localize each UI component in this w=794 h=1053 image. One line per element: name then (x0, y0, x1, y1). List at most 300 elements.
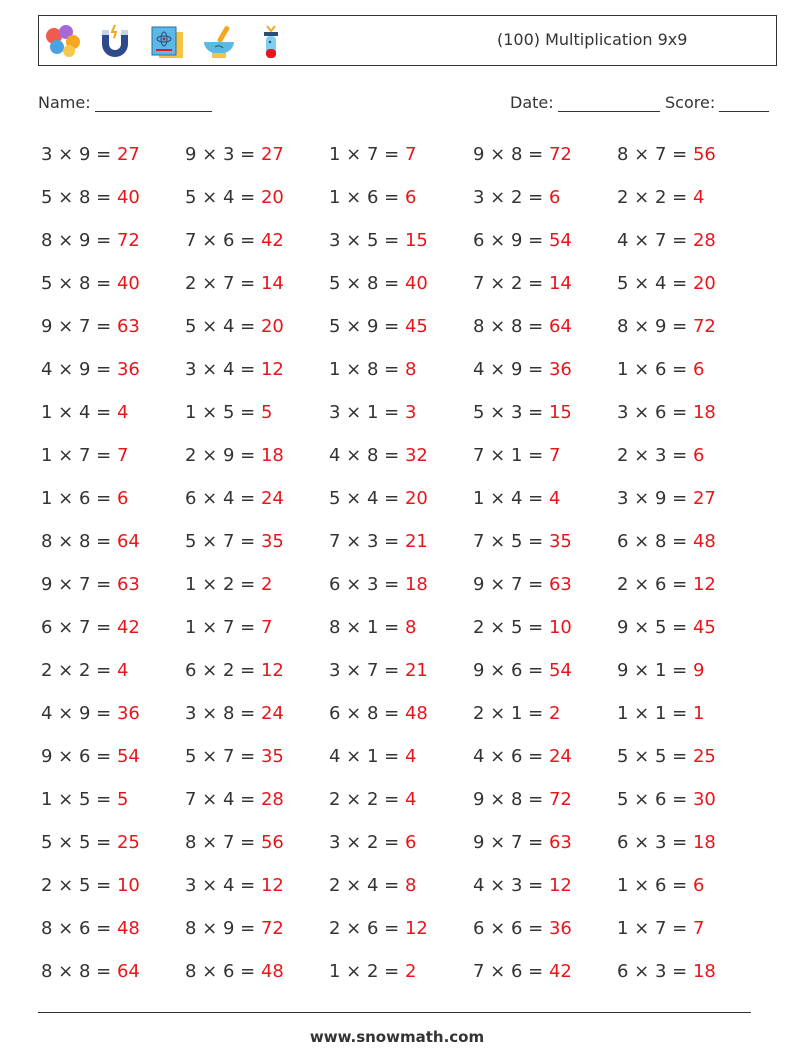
problem-cell (185, 269, 329, 312)
header-icons (43, 22, 291, 62)
problem-answer: 4 (404, 789, 417, 810)
problem-cell (617, 183, 761, 226)
problem-cell (329, 355, 473, 398)
problem-answer: 25 (692, 746, 716, 767)
problem-question: 7 × 6 = (185, 230, 261, 251)
problem-answer: 6 (692, 445, 705, 466)
problem-cell (617, 441, 761, 484)
problem-question: 2 × 5 = (41, 875, 117, 896)
problem-cell (329, 312, 473, 355)
problem-answer: 6 (692, 359, 705, 380)
problem-answer: 4 (692, 187, 705, 208)
date-field[interactable] (510, 93, 660, 112)
score-field[interactable] (665, 93, 769, 112)
problem-cell (329, 140, 473, 183)
problem-question: 4 × 9 = (41, 703, 117, 724)
problem-question: 2 × 2 = (41, 660, 117, 681)
problem-answer: 48 (260, 961, 284, 982)
problem-question: 8 × 6 = (185, 961, 261, 982)
problem-cell (473, 699, 617, 742)
problem-answer: 48 (692, 531, 716, 552)
problem-answer: 5 (116, 789, 129, 810)
problem-grid (41, 140, 781, 1000)
problem-question: 7 × 2 = (473, 273, 549, 294)
problem-cell (617, 570, 761, 613)
problem-question: 8 × 9 = (617, 316, 693, 337)
problem-answer: 4 (116, 660, 129, 681)
problem-question: 3 × 2 = (329, 832, 405, 853)
problem-answer: 24 (260, 703, 284, 724)
problem-question: 1 × 2 = (185, 574, 261, 595)
problem-cell (185, 183, 329, 226)
problem-answer: 54 (548, 660, 572, 681)
problem-question: 7 × 4 = (185, 789, 261, 810)
problem-answer: 6 (404, 832, 417, 853)
problem-answer: 12 (692, 574, 716, 595)
problem-question: 6 × 4 = (185, 488, 261, 509)
problem-question: 7 × 3 = (329, 531, 405, 552)
problem-question: 2 × 4 = (329, 875, 405, 896)
name-field[interactable] (38, 93, 212, 112)
problem-cell (473, 398, 617, 441)
problem-answer: 6 (692, 875, 705, 896)
problem-cell (41, 527, 185, 570)
problem-question: 3 × 9 = (617, 488, 693, 509)
problem-cell (329, 527, 473, 570)
problem-question: 4 × 6 = (473, 746, 549, 767)
problem-question: 3 × 4 = (185, 359, 261, 380)
problem-cell (185, 312, 329, 355)
problem-cell (617, 785, 761, 828)
problem-cell (617, 355, 761, 398)
problem-question: 5 × 9 = (329, 316, 405, 337)
problem-question: 3 × 5 = (329, 230, 405, 251)
problem-cell (473, 656, 617, 699)
problem-question: 3 × 4 = (185, 875, 261, 896)
name-label: Name: (38, 93, 91, 112)
problem-cell (329, 828, 473, 871)
problem-question: 1 × 6 = (617, 359, 693, 380)
problem-question: 1 × 1 = (617, 703, 693, 724)
problem-answer: 63 (116, 316, 140, 337)
problem-cell (41, 656, 185, 699)
problem-question: 9 × 7 = (473, 574, 549, 595)
problem-answer: 32 (404, 445, 428, 466)
problem-answer: 64 (116, 961, 140, 982)
problem-answer: 2 (260, 574, 273, 595)
problem-cell (473, 742, 617, 785)
problem-answer: 4 (116, 402, 129, 423)
problem-cell (329, 914, 473, 957)
problem-cell (473, 312, 617, 355)
problem-answer: 15 (404, 230, 428, 251)
problem-cell (41, 269, 185, 312)
problem-cell (41, 441, 185, 484)
problem-cell (329, 656, 473, 699)
problem-cell (473, 785, 617, 828)
problem-answer: 35 (260, 531, 284, 552)
problem-answer: 8 (404, 875, 417, 896)
problem-question: 1 × 7 = (329, 144, 405, 165)
problem-answer: 56 (260, 832, 284, 853)
problem-cell (617, 484, 761, 527)
problem-question: 5 × 3 = (473, 402, 549, 423)
problem-question: 3 × 1 = (329, 402, 405, 423)
problem-cell (473, 183, 617, 226)
problem-answer: 2 (404, 961, 417, 982)
problem-question: 3 × 7 = (329, 660, 405, 681)
problem-answer: 20 (404, 488, 428, 509)
problem-answer: 45 (692, 617, 716, 638)
problem-cell (41, 785, 185, 828)
problem-question: 2 × 9 = (185, 445, 261, 466)
problem-answer: 18 (692, 961, 716, 982)
problem-answer: 27 (260, 144, 284, 165)
problem-cell (41, 957, 185, 1000)
problem-question: 5 × 8 = (41, 273, 117, 294)
problem-cell (185, 355, 329, 398)
problem-question: 1 × 5 = (185, 402, 261, 423)
problem-cell (41, 871, 185, 914)
problem-question: 6 × 2 = (185, 660, 261, 681)
problem-answer: 10 (116, 875, 140, 896)
problem-cell (329, 742, 473, 785)
problem-question: 6 × 7 = (41, 617, 117, 638)
problem-answer: 6 (548, 187, 561, 208)
problem-answer: 14 (548, 273, 572, 294)
problem-cell (329, 957, 473, 1000)
problem-cell (473, 140, 617, 183)
problem-cell (329, 269, 473, 312)
problem-answer: 30 (692, 789, 716, 810)
problem-answer: 14 (260, 273, 284, 294)
problem-question: 6 × 3 = (617, 832, 693, 853)
problem-question: 3 × 2 = (473, 187, 549, 208)
problem-answer: 72 (260, 918, 284, 939)
problem-question: 8 × 7 = (185, 832, 261, 853)
problem-answer: 8 (404, 617, 417, 638)
problem-question: 5 × 4 = (185, 187, 261, 208)
problem-cell (41, 699, 185, 742)
score-line (719, 93, 769, 112)
problem-answer: 21 (404, 531, 428, 552)
problem-cell (329, 785, 473, 828)
problem-answer: 27 (116, 144, 140, 165)
problem-cell (473, 828, 617, 871)
problem-cell (185, 785, 329, 828)
date-line (558, 93, 660, 112)
problem-cell (41, 398, 185, 441)
worksheet-header (38, 15, 777, 66)
problem-question: 6 × 8 = (617, 531, 693, 552)
problem-cell (41, 742, 185, 785)
problem-answer: 63 (548, 832, 572, 853)
problem-cell (473, 570, 617, 613)
problem-question: 4 × 9 = (473, 359, 549, 380)
problem-answer: 5 (260, 402, 273, 423)
problem-answer: 35 (260, 746, 284, 767)
problem-answer: 18 (260, 445, 284, 466)
problem-answer: 7 (116, 445, 129, 466)
problem-cell (41, 226, 185, 269)
problem-answer: 4 (548, 488, 561, 509)
problem-cell (185, 613, 329, 656)
problem-answer: 21 (404, 660, 428, 681)
problem-answer: 8 (404, 359, 417, 380)
problem-question: 9 × 8 = (473, 144, 549, 165)
problem-answer: 48 (116, 918, 140, 939)
problem-question: 2 × 5 = (473, 617, 549, 638)
problem-question: 2 × 2 = (329, 789, 405, 810)
problem-cell (473, 484, 617, 527)
problem-cell (617, 699, 761, 742)
problem-cell (185, 699, 329, 742)
problem-question: 5 × 8 = (41, 187, 117, 208)
problem-cell (617, 871, 761, 914)
problem-cell (41, 355, 185, 398)
problem-question: 9 × 7 = (473, 832, 549, 853)
problem-cell (185, 570, 329, 613)
problem-question: 2 × 3 = (617, 445, 693, 466)
problem-cell (185, 957, 329, 1000)
problem-cell (185, 140, 329, 183)
problem-question: 1 × 7 = (617, 918, 693, 939)
problem-answer: 6 (404, 187, 417, 208)
problem-answer: 64 (548, 316, 572, 337)
problem-question: 1 × 6 = (617, 875, 693, 896)
problem-question: 5 × 7 = (185, 531, 261, 552)
problem-cell (329, 183, 473, 226)
problem-question: 6 × 3 = (617, 961, 693, 982)
problem-question: 1 × 5 = (41, 789, 117, 810)
problem-cell (617, 742, 761, 785)
problem-question: 8 × 8 = (41, 961, 117, 982)
problem-answer: 42 (260, 230, 284, 251)
problem-answer: 18 (404, 574, 428, 595)
problem-answer: 42 (116, 617, 140, 638)
problem-cell (617, 226, 761, 269)
problem-answer: 72 (692, 316, 716, 337)
problem-cell (185, 226, 329, 269)
problem-cell (329, 613, 473, 656)
problem-cell (185, 484, 329, 527)
problem-cell (329, 871, 473, 914)
problem-question: 9 × 6 = (41, 746, 117, 767)
problem-cell (473, 914, 617, 957)
problem-cell (617, 613, 761, 656)
problem-question: 5 × 4 = (185, 316, 261, 337)
problem-answer: 54 (548, 230, 572, 251)
problem-question: 8 × 8 = (41, 531, 117, 552)
problem-question: 3 × 6 = (617, 402, 693, 423)
problem-question: 8 × 1 = (329, 617, 405, 638)
problem-question: 4 × 3 = (473, 875, 549, 896)
problem-answer: 24 (260, 488, 284, 509)
problem-question: 5 × 4 = (329, 488, 405, 509)
problem-question: 1 × 4 = (473, 488, 549, 509)
problem-cell (41, 312, 185, 355)
problem-answer: 40 (116, 273, 140, 294)
problem-question: 1 × 8 = (329, 359, 405, 380)
problem-cell (185, 742, 329, 785)
mortar-pestle-icon (199, 22, 239, 62)
problem-question: 6 × 3 = (329, 574, 405, 595)
problem-cell (473, 226, 617, 269)
problem-answer: 36 (548, 359, 572, 380)
problem-question: 5 × 5 = (617, 746, 693, 767)
problem-answer: 72 (116, 230, 140, 251)
problem-answer: 7 (692, 918, 705, 939)
problem-question: 8 × 9 = (41, 230, 117, 251)
problem-question: 9 × 3 = (185, 144, 261, 165)
problem-cell (185, 398, 329, 441)
problem-question: 7 × 1 = (473, 445, 549, 466)
problem-answer: 1 (692, 703, 705, 724)
problem-cell (329, 398, 473, 441)
problem-question: 9 × 6 = (473, 660, 549, 681)
problem-cell (473, 957, 617, 1000)
problem-cell (473, 269, 617, 312)
problem-question: 3 × 9 = (41, 144, 117, 165)
problem-question: 2 × 6 = (617, 574, 693, 595)
problem-answer: 63 (548, 574, 572, 595)
problem-answer: 63 (116, 574, 140, 595)
problem-answer: 10 (548, 617, 572, 638)
problem-cell (617, 312, 761, 355)
problem-answer: 12 (548, 875, 572, 896)
problem-question: 5 × 4 = (617, 273, 693, 294)
problem-question: 8 × 8 = (473, 316, 549, 337)
problem-question: 2 × 2 = (617, 187, 693, 208)
problem-cell (41, 613, 185, 656)
test-tube-icon (251, 22, 291, 62)
problem-answer: 72 (548, 144, 572, 165)
problem-question: 5 × 5 = (41, 832, 117, 853)
problem-question: 4 × 9 = (41, 359, 117, 380)
problem-cell (329, 226, 473, 269)
problem-answer: 36 (116, 359, 140, 380)
problem-answer: 9 (692, 660, 705, 681)
problem-cell (41, 570, 185, 613)
problem-question: 9 × 7 = (41, 574, 117, 595)
problem-answer: 6 (116, 488, 129, 509)
problem-answer: 27 (692, 488, 716, 509)
problem-question: 4 × 7 = (617, 230, 693, 251)
problem-answer: 36 (116, 703, 140, 724)
date-label: Date: (510, 93, 554, 112)
balloons-icon (43, 22, 83, 62)
problem-question: 7 × 6 = (473, 961, 549, 982)
problem-question: 2 × 1 = (473, 703, 549, 724)
problem-question: 1 × 7 = (185, 617, 261, 638)
problem-answer: 4 (404, 746, 417, 767)
problem-cell (185, 527, 329, 570)
problem-answer: 72 (548, 789, 572, 810)
problem-question: 1 × 7 = (41, 445, 117, 466)
problem-answer: 7 (548, 445, 561, 466)
problem-answer: 15 (548, 402, 572, 423)
problem-cell (473, 441, 617, 484)
magnet-icon (95, 22, 135, 62)
problem-cell (185, 828, 329, 871)
problem-cell (41, 484, 185, 527)
problem-question: 5 × 7 = (185, 746, 261, 767)
problem-answer: 28 (692, 230, 716, 251)
problem-answer: 20 (260, 187, 284, 208)
problem-cell (185, 914, 329, 957)
problem-question: 8 × 9 = (185, 918, 261, 939)
problem-cell (185, 871, 329, 914)
problem-answer: 12 (260, 359, 284, 380)
problem-cell (329, 441, 473, 484)
problem-answer: 25 (116, 832, 140, 853)
footer-url: www.snowmath.com (309, 1028, 485, 1046)
problem-answer: 54 (116, 746, 140, 767)
problem-question: 1 × 6 = (329, 187, 405, 208)
problem-answer: 48 (404, 703, 428, 724)
footer-divider (38, 1012, 751, 1013)
problem-cell (617, 957, 761, 1000)
problem-question: 2 × 6 = (329, 918, 405, 939)
problem-cell (329, 570, 473, 613)
problem-answer: 18 (692, 832, 716, 853)
problem-cell (617, 269, 761, 312)
problem-cell (329, 484, 473, 527)
problem-answer: 24 (548, 746, 572, 767)
problem-question: 6 × 8 = (329, 703, 405, 724)
problem-cell (329, 699, 473, 742)
problem-answer: 18 (692, 402, 716, 423)
problem-answer: 45 (404, 316, 428, 337)
science-book-icon (147, 22, 187, 62)
problem-answer: 42 (548, 961, 572, 982)
problem-cell (185, 441, 329, 484)
problem-answer: 12 (260, 875, 284, 896)
problem-answer: 40 (404, 273, 428, 294)
problem-answer: 7 (404, 144, 417, 165)
problem-question: 7 × 5 = (473, 531, 549, 552)
problem-question: 9 × 5 = (617, 617, 693, 638)
problem-answer: 56 (692, 144, 716, 165)
problem-answer: 20 (692, 273, 716, 294)
problem-question: 4 × 1 = (329, 746, 405, 767)
problem-answer: 35 (548, 531, 572, 552)
problem-question: 4 × 8 = (329, 445, 405, 466)
problem-question: 6 × 9 = (473, 230, 549, 251)
problem-answer: 64 (116, 531, 140, 552)
problem-question: 9 × 8 = (473, 789, 549, 810)
score-label: Score: (665, 93, 716, 112)
problem-question: 5 × 8 = (329, 273, 405, 294)
problem-cell (41, 828, 185, 871)
problem-cell (473, 527, 617, 570)
problem-cell (617, 828, 761, 871)
problem-answer: 40 (116, 187, 140, 208)
problem-cell (185, 656, 329, 699)
name-line (95, 93, 212, 112)
problem-answer: 28 (260, 789, 284, 810)
problem-cell (617, 914, 761, 957)
problem-cell (41, 183, 185, 226)
problem-answer: 2 (548, 703, 561, 724)
problem-answer: 36 (548, 918, 572, 939)
problem-question: 6 × 6 = (473, 918, 549, 939)
problem-cell (41, 914, 185, 957)
problem-question: 9 × 1 = (617, 660, 693, 681)
problem-question: 8 × 6 = (41, 918, 117, 939)
problem-question: 5 × 6 = (617, 789, 693, 810)
problem-cell (617, 398, 761, 441)
